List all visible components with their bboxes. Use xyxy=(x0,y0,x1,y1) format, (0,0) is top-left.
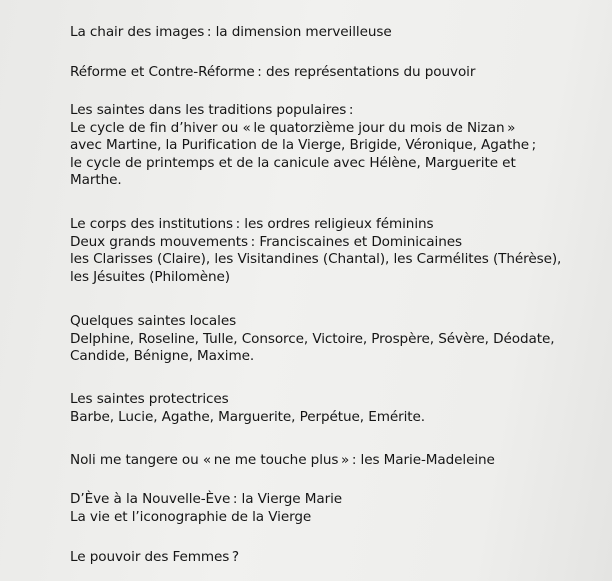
section-pouvoir-des-femmes xyxy=(70,549,239,567)
text-line: Marthe. xyxy=(70,172,122,189)
text-line: Barbe, Lucie, Agathe, Marguerite, Perpétue, Emérite. xyxy=(70,408,425,425)
text-line: Noli me tangere ou « ne me touche plus » : les Marie-Madeleine xyxy=(70,452,495,468)
section-vierge-marie xyxy=(70,491,342,526)
text-line: Les saintes protectrices xyxy=(70,391,229,407)
text-line: Quelques saintes locales xyxy=(70,313,237,329)
text-line: Le pouvoir des Femmes ? xyxy=(70,549,240,565)
text-line: Le corps des institutions : les ordres religieux féminins xyxy=(70,216,434,232)
text-line: Réforme et Contre-Réforme : des représentations du pouvoir xyxy=(70,64,476,80)
text-line: D’Ève à la Nouvelle-Ève : la Vierge Marie xyxy=(70,491,343,507)
text-line: Les saintes dans les traditions populaires : xyxy=(70,102,354,118)
section-heading-reforme xyxy=(70,64,475,82)
section-saintes-protectrices xyxy=(70,391,425,426)
text-line: La vie et l’iconographie de la Vierge xyxy=(70,508,312,525)
text-line: les Jésuites (Philomène) xyxy=(70,268,230,285)
section-saintes-locales xyxy=(70,313,554,366)
text-line: le cycle de printemps et de la canicule avec Hélène, Marguerite et xyxy=(70,154,516,171)
text-line: Deux grands mouvements : Franciscaines et Dominicaines xyxy=(70,233,462,250)
text-line: les Clarisses (Claire), les Visitandines (Chantal), les Carmélites (Thérèse), xyxy=(70,251,562,268)
section-noli-me-tangere xyxy=(70,452,495,470)
text-line: avec Martine, la Purification de la Vierge, Brigide, Véronique, Agathe ; xyxy=(70,137,537,154)
section-corps-des-institutions xyxy=(70,216,561,286)
text-line: Delphine, Roseline, Tulle, Consorce, Victoire, Prospère, Sévère, Déodate, xyxy=(70,330,555,347)
text-line: Candide, Bénigne, Maxime. xyxy=(70,348,255,365)
text-line: Le cycle de fin d’hiver ou « le quatorzième jour du mois de Nizan » xyxy=(70,119,516,136)
section-heading-chair-des-images xyxy=(70,24,392,42)
text-line: La chair des images : la dimension merveilleuse xyxy=(70,24,392,40)
section-saintes-traditions-populaires xyxy=(70,102,536,190)
